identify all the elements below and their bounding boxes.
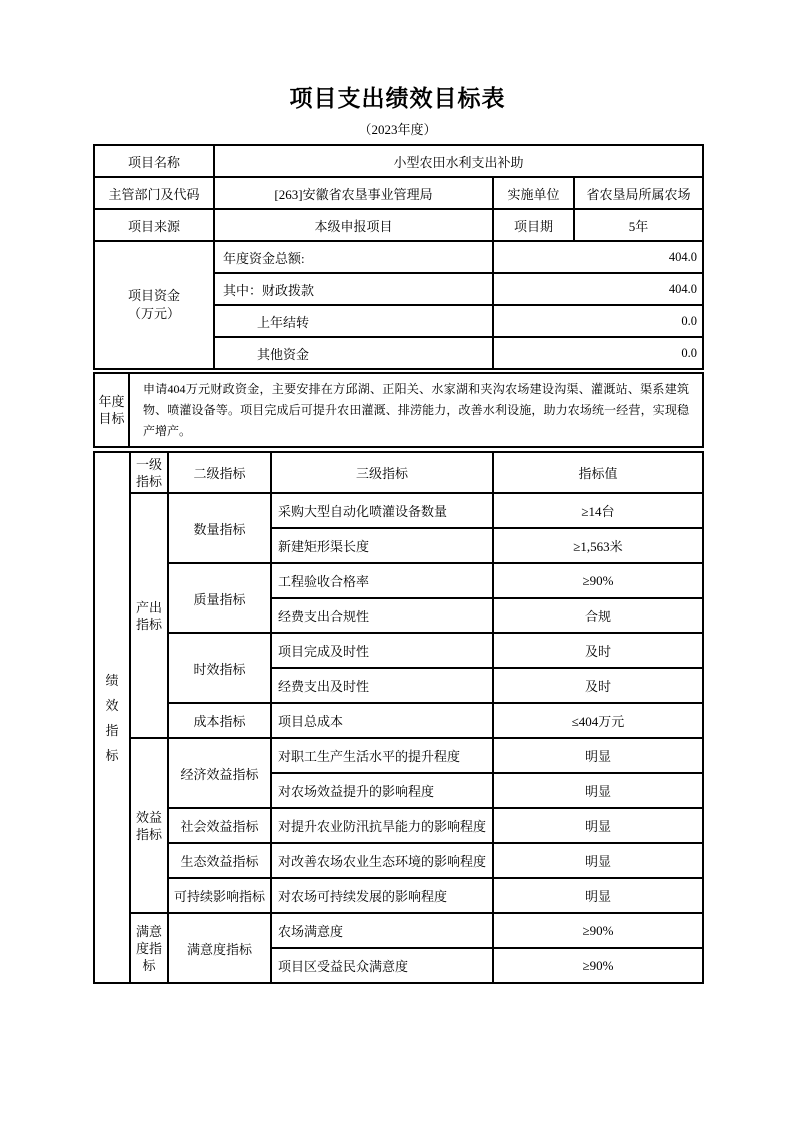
header-value: 指标值 <box>493 452 703 493</box>
subgroup-label: 满意度指标 <box>168 913 271 983</box>
indicator-value: ≥90% <box>493 563 703 598</box>
page-title: 项目支出绩效目标表 <box>289 86 506 111</box>
funds-section-label: 项目资金（万元） <box>94 241 214 369</box>
table-row <box>94 373 703 447</box>
project-name-label: 项目名称 <box>94 145 214 177</box>
table-row <box>94 493 703 528</box>
indicator-name: 工程验收合格率 <box>271 563 493 598</box>
dept-value: [263]安徽省农垦事业管理局 <box>214 177 493 209</box>
table-row <box>94 878 703 913</box>
annual-goal-table <box>93 372 704 448</box>
subgroup-label: 数量指标 <box>168 493 271 563</box>
period-value: 5年 <box>574 209 703 241</box>
indicators-table <box>93 451 704 984</box>
header-level3: 三级指标 <box>271 452 493 493</box>
indicator-name: 对改善农场农业生态环境的影响程度 <box>271 843 493 878</box>
indicator-value: 及时 <box>493 633 703 668</box>
funds-row-label: 其他资金 <box>214 337 493 369</box>
indicator-name: 对职工生产生活水平的提升程度 <box>271 738 493 773</box>
indicator-name: 经费支出及时性 <box>271 668 493 703</box>
subgroup-label: 可持续影响指标 <box>168 878 271 913</box>
indicator-value: ≥90% <box>493 913 703 948</box>
indicator-value: ≥1,563米 <box>493 528 703 563</box>
indicator-value: 及时 <box>493 668 703 703</box>
funds-row-label: 其中：财政拨款 <box>214 273 493 305</box>
subgroup-label: 生态效益指标 <box>168 843 271 878</box>
table-row <box>94 843 703 878</box>
indicator-value: ≥90% <box>493 948 703 983</box>
subgroup-label: 时效指标 <box>168 633 271 703</box>
impl-unit-label: 实施单位 <box>493 177 574 209</box>
dept-label: 主管部门及代码 <box>94 177 214 209</box>
funds-row-value: 0.0 <box>493 305 703 337</box>
indicator-value: 明显 <box>493 808 703 843</box>
table-row <box>94 738 703 773</box>
indicator-value: 明显 <box>493 773 703 808</box>
funds-row-label: 上年结转 <box>214 305 493 337</box>
indicator-name: 采购大型自动化喷灌设备数量 <box>271 493 493 528</box>
funds-row-label: 年度资金总额: <box>214 241 493 273</box>
table-row <box>94 209 703 241</box>
project-name-value: 小型农田水利支出补助 <box>214 145 703 177</box>
table-row <box>94 177 703 209</box>
indicator-value: ≤404万元 <box>493 703 703 738</box>
impl-unit-value: 省农垦局所属农场 <box>574 177 703 209</box>
header-level2: 二级指标 <box>168 452 271 493</box>
indicator-name: 新建矩形渠长度 <box>271 528 493 563</box>
subgroup-label: 成本指标 <box>168 703 271 738</box>
indicator-value: ≥14台 <box>493 493 703 528</box>
group-label-output: 产出指标 <box>130 493 168 738</box>
period-label: 项目期 <box>493 209 574 241</box>
annual-goal-label: 年度目标 <box>94 373 129 447</box>
table-row <box>94 703 703 738</box>
group-label-satisfaction: 满意度指标 <box>130 913 168 983</box>
page-subtitle: （2023年度） <box>358 122 437 137</box>
indicator-name: 项目区受益民众满意度 <box>271 948 493 983</box>
table-row <box>94 808 703 843</box>
indicators-side-label: 绩效指标 <box>94 452 130 983</box>
indicator-name: 对农场可持续发展的影响程度 <box>271 878 493 913</box>
subgroup-label: 社会效益指标 <box>168 808 271 843</box>
indicator-name: 项目总成本 <box>271 703 493 738</box>
indicator-value: 明显 <box>493 738 703 773</box>
funds-row-value: 0.0 <box>493 337 703 369</box>
source-value: 本级申报项目 <box>214 209 493 241</box>
indicator-name: 项目完成及时性 <box>271 633 493 668</box>
indicator-value: 合规 <box>493 598 703 633</box>
funds-row-value: 404.0 <box>493 241 703 273</box>
indicator-name: 经费支出合规性 <box>271 598 493 633</box>
subgroup-label: 经济效益指标 <box>168 738 271 808</box>
project-info-table <box>93 144 704 370</box>
header-level1: 一级指标 <box>130 452 168 493</box>
indicator-name: 对提升农业防汛抗旱能力的影响程度 <box>271 808 493 843</box>
indicator-value: 明显 <box>493 843 703 878</box>
annual-goal-text: 申请404万元财政资金，主要安排在方邱湖、正阳关、水家湖和夹沟农场建设沟渠、灌溉站、渠系建筑物、喷灌设备等。项目完成后可提升农田灌溉、排涝能力，改善水利设施，助力农场统一经营，实现稳产增产。 <box>129 373 703 447</box>
table-row <box>94 633 703 668</box>
table-row <box>94 452 703 493</box>
table-row <box>94 241 703 273</box>
table-row <box>94 563 703 598</box>
table-row <box>94 145 703 177</box>
indicator-value: 明显 <box>493 878 703 913</box>
group-label-benefit: 效益指标 <box>130 738 168 913</box>
funds-row-value: 404.0 <box>493 273 703 305</box>
indicator-name: 对农场效益提升的影响程度 <box>271 773 493 808</box>
indicator-name: 农场满意度 <box>271 913 493 948</box>
table-row <box>94 913 703 948</box>
source-label: 项目来源 <box>94 209 214 241</box>
subgroup-label: 质量指标 <box>168 563 271 633</box>
